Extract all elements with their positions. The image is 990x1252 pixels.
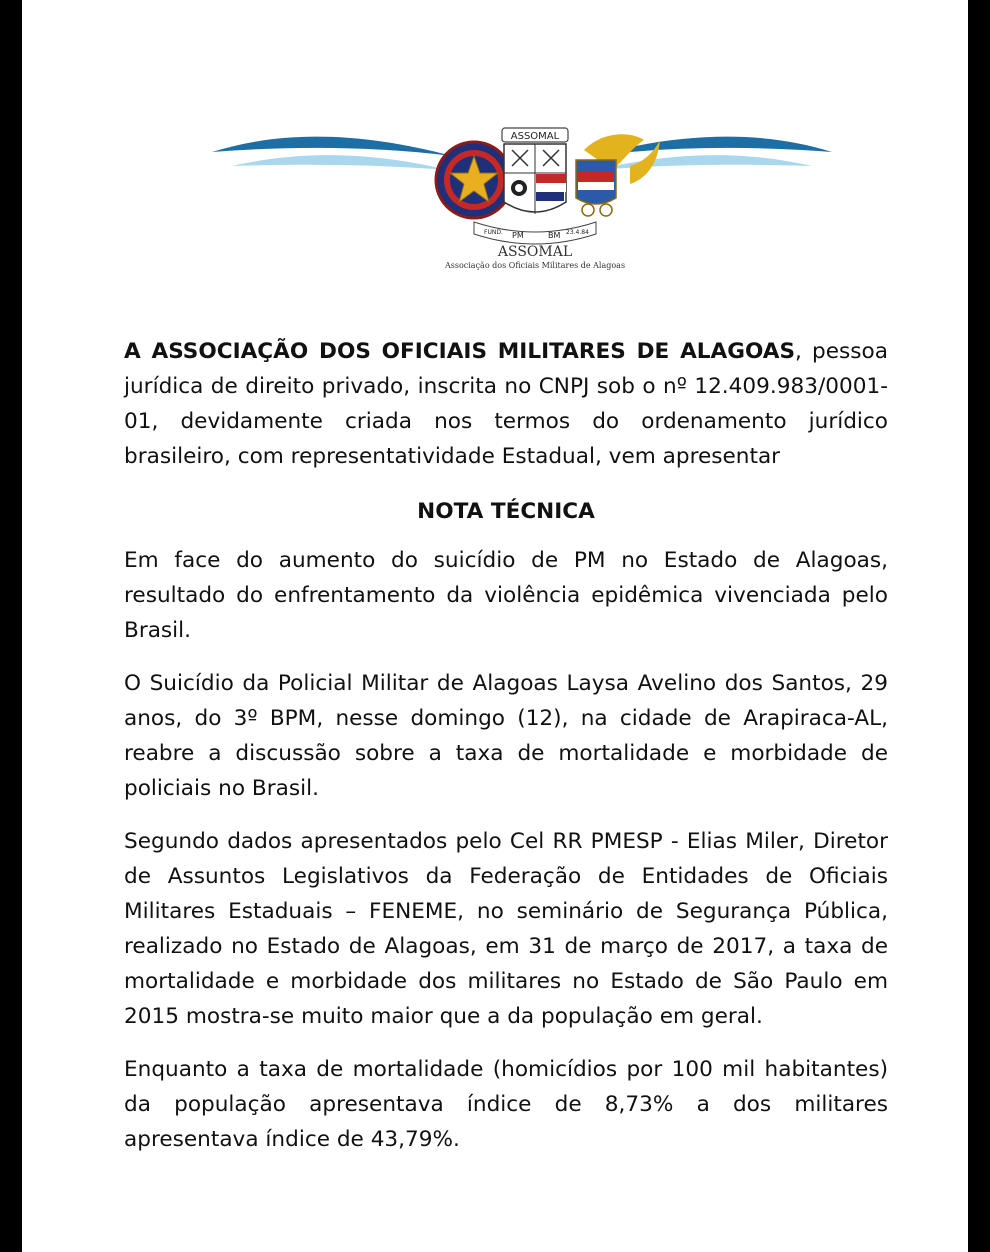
central-shield-icon [502,128,568,214]
intro-paragraph [124,334,888,474]
document-page [22,0,968,1252]
paragraph-1: Em face do aumento do suicídio de PM no Estado de Alagoas, resultado do enfrentamento da violência epidêmica vivenciada pelo Brasil. [124,548,888,643]
paragraph-2: O Suicídio da Policial Militar de Alagoas Laysa Avelino dos Santos, 29 anos, do 3º BPM, nesse domingo (12), na cidade de Arapiraca-AL, reabre a discussão sobre a taxa de mortalidade e morbidade de policiais no Brasil. [124,671,888,801]
left-swoosh-icon [212,137,452,156]
star-seal-icon [436,142,512,218]
logo-name: ASSOMAL [497,244,573,260]
intro-text: , pessoa jurídica de direito privado, inscrita no CNPJ sob o nº 12.409.983/0001-01, devidamente criada nos termos do ordenamento jurídico brasileiro, com representatividade Estadual, vem apresentar [124,339,888,469]
paragraph-4: Enquanto a taxa de mortalidade (homicídios por 100 mil habitantes) da população apresentava índice de 8,73% a dos militares apresentava índice de 43,79%. [124,1057,888,1152]
logo-band-pm: PM [512,231,524,240]
document-body [124,334,888,1175]
association-name: A ASSOCIAÇÃO DOS OFICIAIS MILITARES DE ALAGOAS [124,339,796,364]
logo-band-date: 23.4.84 [566,229,589,236]
logo-band-fund: FUND. [484,229,503,236]
document-title: NOTA TÉCNICA [417,499,595,524]
logo-top-banner: ASSOMAL [510,131,560,142]
assomal-logo [212,110,832,280]
logo-band-bm: BM [548,231,561,240]
paragraph-3: Segundo dados apresentados pelo Cel RR PMESP - Elias Miler, Diretor de Assuntos Legislativos da Federação de Entidades de Oficiais Militares Estaduais – FENEME, no seminário de Segurança Pública, realizado no Estado de Alagoas, em 31 de março de 2017, a taxa de mortalidade e morbidade dos militares no Estado de São Paulo em 2015 mostra-se muito maior que a da população em geral. [124,829,888,1029]
logo-subtitle: Associação dos Oficiais Militares de Alagoas [444,261,626,270]
logo-band [474,222,596,244]
